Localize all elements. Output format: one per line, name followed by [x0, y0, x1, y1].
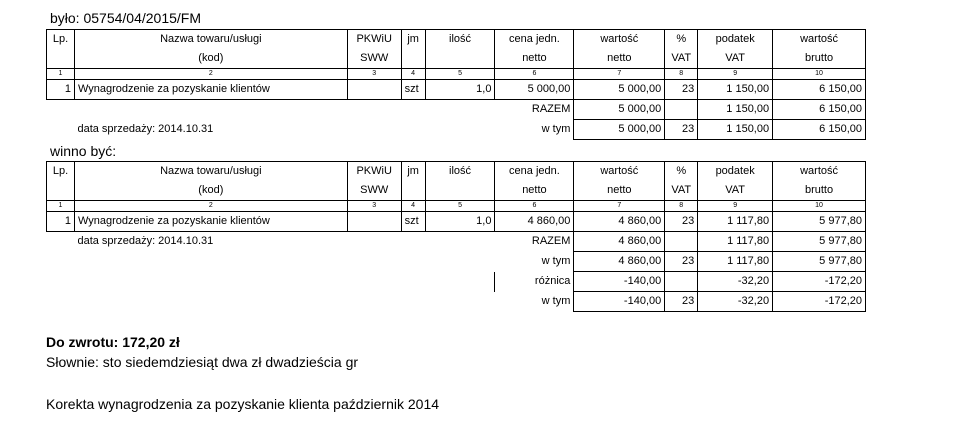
row-name: Wynagrodzenie za pozyskanie klientów: [74, 212, 347, 232]
wtym-label: w tym: [541, 255, 571, 267]
hdr-name: Nazwa towaru/usługi: [74, 30, 347, 50]
diff-row: [47, 272, 866, 292]
diff-wtym-row: [47, 292, 866, 312]
row-jm: szt: [401, 80, 425, 100]
row-price: 4 860,00: [495, 212, 574, 232]
hdr-pct-2: VAT: [665, 181, 698, 201]
col-num: 4: [401, 201, 425, 212]
diff-vat: -32,20: [698, 272, 773, 292]
row-pkwiu: [347, 212, 401, 232]
wtym-pct: 23: [665, 120, 698, 140]
col-num: 2: [74, 69, 347, 80]
hdr-price: cena jedn.: [495, 162, 574, 182]
col-num: 10: [773, 69, 866, 80]
col-num: 1: [47, 201, 75, 212]
total-vat: 1 117,80: [698, 232, 773, 252]
col-num: 7: [574, 69, 665, 80]
after-table: [46, 161, 866, 312]
column-numbers: [47, 201, 866, 212]
total-net: 5 000,00: [574, 100, 665, 120]
hdr-name-2: (kod): [74, 49, 347, 69]
total-label: RAZEM: [531, 103, 571, 116]
hdr-pct-2: VAT: [665, 49, 698, 69]
hdr-lp: Lp.: [47, 30, 75, 50]
row-vat: 1 117,80: [698, 212, 773, 232]
col-num: 3: [347, 201, 401, 212]
diff-wtym-vat: -32,20: [698, 292, 773, 312]
hdr-net: wartość: [574, 162, 665, 182]
row-gross: 6 150,00: [773, 80, 866, 100]
wtym-vat: 1 150,00: [698, 120, 773, 140]
row-pct: 23: [665, 212, 698, 232]
diff-gross: -172,20: [773, 272, 866, 292]
header-row-2: [47, 49, 866, 69]
hdr-jm: jm: [401, 30, 425, 50]
diff-wtym-pct: 23: [665, 292, 698, 312]
hdr-net-2: netto: [574, 49, 665, 69]
hdr-name-2: (kod): [74, 181, 347, 201]
hdr-net: wartość: [574, 30, 665, 50]
col-num: 5: [425, 201, 495, 212]
wtym-gross: 6 150,00: [773, 120, 866, 140]
row-lp: 1: [47, 212, 75, 232]
row-pct: 23: [665, 80, 698, 100]
col-num: 1: [47, 69, 75, 80]
row-gross: 5 977,80: [773, 212, 866, 232]
col-num: 4: [401, 69, 425, 80]
col-num: 10: [773, 201, 866, 212]
row-name: Wynagrodzenie za pozyskanie klientów: [74, 80, 347, 100]
hdr-pkwiu-2: SWW: [347, 181, 401, 201]
diff-label: różnica: [534, 275, 571, 287]
col-num: 9: [698, 69, 773, 80]
col-num: 6: [495, 69, 574, 80]
wtym-net: 5 000,00: [574, 120, 665, 140]
row-price: 5 000,00: [495, 80, 574, 100]
total-vat: 1 150,00: [698, 100, 773, 120]
wtym-label: w tym: [541, 123, 571, 135]
hdr-jm: jm: [401, 162, 425, 182]
total-row: [47, 100, 866, 120]
wtym-gross: 5 977,80: [773, 252, 866, 272]
hdr-pct: %: [665, 30, 698, 50]
hdr-vat: podatek: [698, 30, 773, 50]
total-row: [47, 232, 866, 252]
diff-wtym-gross: -172,20: [773, 292, 866, 312]
before-table: [46, 29, 866, 140]
hdr-lp: Lp.: [47, 162, 75, 182]
hdr-pkwiu: PKWiU: [347, 162, 401, 182]
hdr-gross-2: brutto: [773, 49, 866, 69]
row-jm: szt: [401, 212, 425, 232]
refund-amount: Do zwrotu: 172,20 zł: [46, 334, 180, 350]
row-qty: 1,0: [425, 212, 495, 232]
row-vat: 1 150,00: [698, 80, 773, 100]
header-row-2: [47, 181, 866, 201]
hdr-price: cena jedn.: [495, 30, 574, 50]
after-title: winno być:: [50, 143, 117, 159]
wtym-pct: 23: [665, 252, 698, 272]
hdr-name: Nazwa towaru/usługi: [74, 162, 347, 182]
hdr-vat-2: VAT: [698, 49, 773, 69]
header-row-1: [47, 30, 866, 50]
correction-note: Korekta wynagrodzenia za pozyskanie klienta październik 2014: [46, 396, 440, 412]
wtym-vat: 1 117,80: [698, 252, 773, 272]
total-net: 4 860,00: [574, 232, 665, 252]
total-label: RAZEM: [531, 235, 571, 248]
hdr-qty: ilość: [425, 30, 495, 50]
diff-wtym-net: -140,00: [574, 292, 665, 312]
col-num: 9: [698, 201, 773, 212]
wtym-row: [47, 120, 866, 140]
hdr-qty: ilość: [425, 162, 495, 182]
hdr-gross: wartość: [773, 162, 866, 182]
col-num: 3: [347, 69, 401, 80]
row-pkwiu: [347, 80, 401, 100]
col-num: 8: [665, 201, 698, 212]
table-row: [47, 80, 866, 100]
hdr-net-2: netto: [574, 181, 665, 201]
col-num: 8: [665, 69, 698, 80]
hdr-vat: podatek: [698, 162, 773, 182]
hdr-gross: wartość: [773, 30, 866, 50]
column-numbers: [47, 69, 866, 80]
col-num: 2: [74, 201, 347, 212]
hdr-gross-2: brutto: [773, 181, 866, 201]
total-gross: 6 150,00: [773, 100, 866, 120]
hdr-price-2: netto: [495, 181, 574, 201]
row-lp: 1: [47, 80, 75, 100]
row-net: 4 860,00: [574, 212, 665, 232]
hdr-price-2: netto: [495, 49, 574, 69]
hdr-pkwiu-2: SWW: [347, 49, 401, 69]
hdr-pct: %: [665, 162, 698, 182]
before-title: było: 05754/04/2015/FM: [50, 10, 201, 26]
col-num: 6: [495, 201, 574, 212]
row-net: 5 000,00: [574, 80, 665, 100]
row-qty: 1,0: [425, 80, 495, 100]
wtym-row: [47, 252, 866, 272]
total-gross: 5 977,80: [773, 232, 866, 252]
header-row-1: [47, 162, 866, 182]
wtym-net: 4 860,00: [574, 252, 665, 272]
col-num: 5: [425, 69, 495, 80]
table-row: [47, 212, 866, 232]
sale-date: data sprzedaży: 2014.10.31: [77, 123, 214, 135]
col-num: 7: [574, 201, 665, 212]
diff-net: -140,00: [574, 272, 665, 292]
amount-in-words: Słownie: sto siedemdziesiąt dwa zł dwadzieścia gr: [46, 354, 359, 370]
diff-wtym-label: w tym: [541, 295, 571, 307]
sale-date: data sprzedaży: 2014.10.31: [77, 235, 214, 248]
hdr-pkwiu: PKWiU: [347, 30, 401, 50]
hdr-vat-2: VAT: [698, 181, 773, 201]
